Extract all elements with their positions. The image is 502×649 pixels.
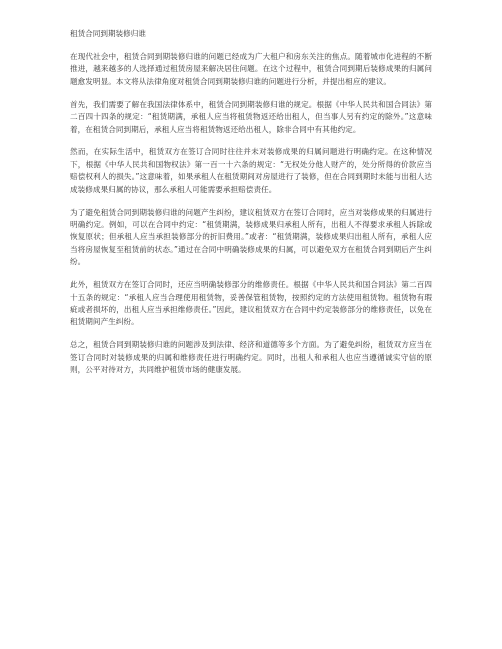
paragraph-recommendation: 为了避免租赁合同到期装修归谁的问题产生纠纷，建议租赁双方在签订合同时，应当对装修成果的归属进行明确约定。例如，可以在合同中约定：“租赁期满，装修成果归承租人所有，出租人不得要求承租人拆除或恢复原状；但承租人应当承担装修部分的折旧费用。”或者：“租赁期满，装修成果归出租人所有，承租人应当将房屋恢复至租赁前的状态。”通过在合同中明确装修成果的归属，可以避免双方在租赁合同到期后产生纠纷。	[70, 207, 432, 267]
document-title: 租赁合同到期装修归谁	[70, 29, 146, 38]
paragraph-conclusion: 总之，租赁合同到期装修归谁的问题涉及到法律、经济和道德等多个方面。为了避免纠纷，租赁双方应当在签订合同时对装修成果的归属和维修责任进行明确约定。同时，出租人和承租人也应当遵循诚实守信的原则，公平对待对方，共同维护租赁市场的健康发展。	[70, 340, 432, 375]
paragraph-intro: 在现代社会中，租赁合同到期装修归谁的问题已经成为广大租户和房东关注的焦点。随着城市化进程的不断推进，越来越多的人选择通过租赁房屋来解决居住问题。在这个过程中，租赁合同到期后装修成果的归属问题愈发明显。本文将从法律角度对租赁合同到期装修归谁的问题进行分析，并提出相应的建议。	[70, 52, 432, 86]
paragraph-maintenance: 此外，租赁双方在签订合同时，还应当明确装修部分的维修责任。根据《中华人民共和国合同法》第二百四十五条的规定：“承租人应当合理使用租赁物，妥善保管租赁物，按照约定的方法使用租赁物。租赁物有瑕疵或者损坏的，出租人应当承担维修责任。”因此，建议租赁双方在合同中约定装修部分的维修责任，以免在租赁期间产生纠纷。	[70, 280, 432, 327]
paragraph-legal-provision: 首先，我们需要了解在我国法律体系中，租赁合同到期装修归谁的规定。根据《中华人民共和国合同法》第二百四十四条的规定：“租赁期满，承租人应当将租赁物返还给出租人，但当事人另有约定的除外。”这意味着，在租赁合同到期后，承租人应当将租赁物返还给出租人，除非合同中有其他约定。	[70, 99, 432, 134]
paragraph-practice-issue: 然而，在实际生活中，租赁双方在签订合同时往往并未对装修成果的归属问题进行明确约定。在这种情况下，根据《中华人民共和国物权法》第一百一十六条的规定：“无权处分他人财产的，处分所得的价款应当赔偿权利人的损失。”这意味着，如果承租人在租赁期间对房屋进行了装修，但在合同到期时未能与出租人达成装修成果归属的协议，那么承租人可能需要承担赔偿责任。	[70, 147, 432, 194]
